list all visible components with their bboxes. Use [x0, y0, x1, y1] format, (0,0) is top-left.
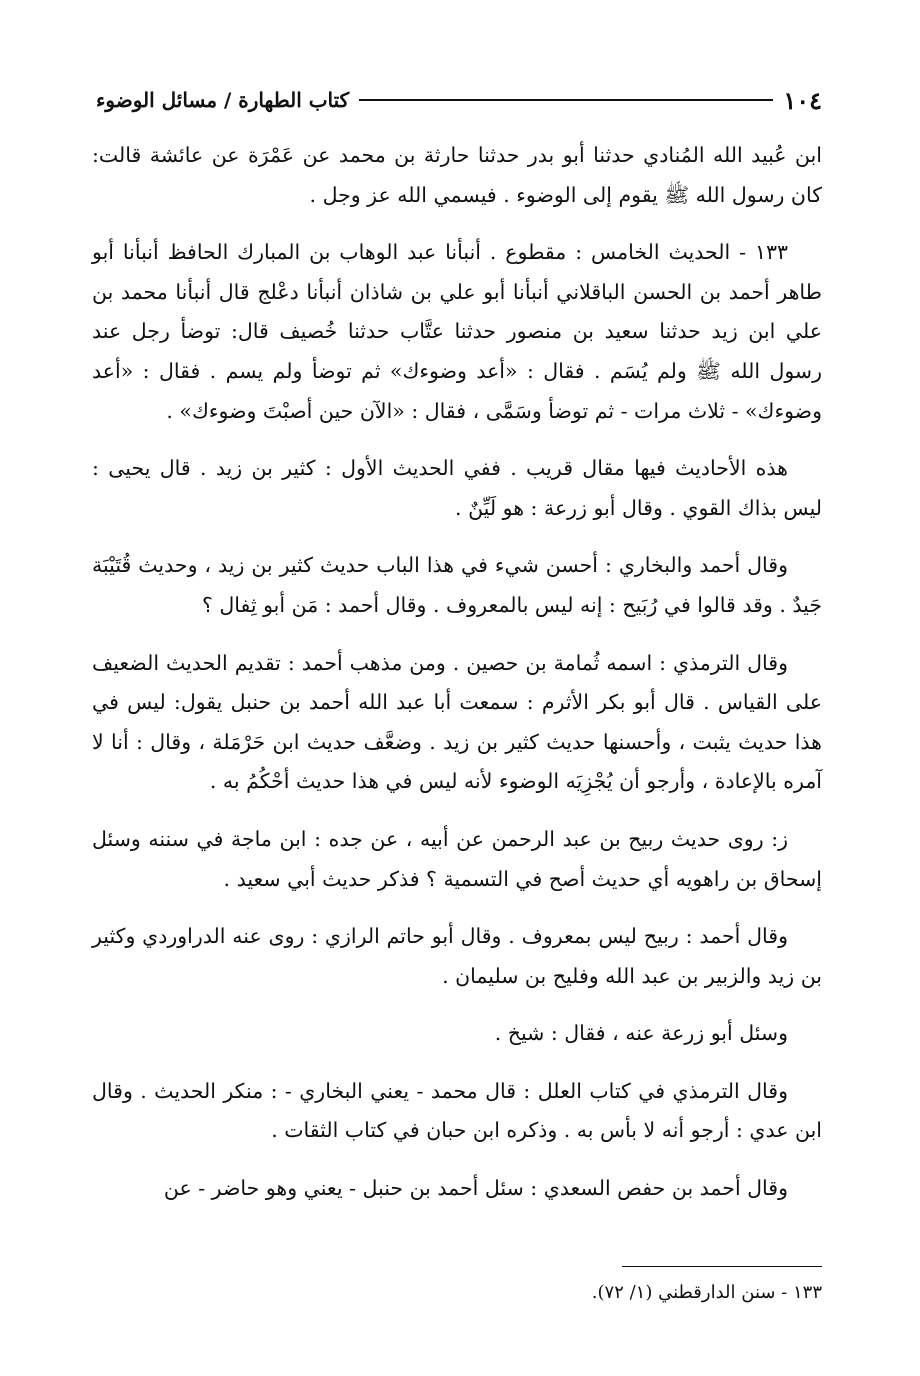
page-header	[96, 84, 822, 116]
footnote-rule	[622, 1266, 822, 1267]
paragraph-ilal: وقال الترمذي في كتاب العلل : قال محمد - يعني البخاري - : منكر الحديث . وقال ابن عدي : أرجو أنه لا بأس به . وذكره ابن حبان في كتاب الثقات .	[92, 1078, 822, 1143]
page-number: ١٠٤	[783, 85, 822, 115]
paragraph-ahmad-bukhari: وقال أحمد والبخاري : أحسن شيء في هذا الباب حديث كثير بن زيد ، وحديث قُتَيْبَة جَيدٌ . وقد قالوا في رُبَيح : إنه ليس بالمعروف . وقال أحمد : مَن أبو ثِفال ؟	[92, 553, 822, 617]
paragraph-commentary: هذه الأحاديث فيها مقال قريب . ففي الحديث الأول : كثير بن زيد . قال يحيى : ليس بذاك القوي . وقال أبو زرعة : هو لَيِّنٌ .	[92, 456, 822, 520]
paragraph-hadith-133: ١٣٣ - الحديث الخامس : مقطوع . أنبأنا عبد الوهاب بن المبارك الحافظ أنبأنا أبو طاهر أحمد بن الحسن الباقلاني أنبأنا أبو علي بن شاذان أنبأنا دعْلج قال أنبأنا محمد بن علي ابن زيد حدثنا سعيد بن منصور حدثنا عتَّاب حدثنا خُصيف قال: توضأ رجل عند رسول الله ﷺ ولم يُسَم . فقال : «أعد وضوءك» ثم توضأ ولم يسم . فقال : «أعد وضوءك» - ثلاث مرات - ثم توضأ وسَمَّى ، فقال : «الآن حين أصبْتَ وضوءك» .	[92, 240, 822, 423]
paragraph-addition: ز: روى حديث ربيح بن عبد الرحمن عن أبيه ، عن جده : ابن ماجة في سننه وسئل إسحاق بن راهويه أي حديث أصح في التسمية ؟ فذكر حديث أبي سعيد .	[92, 826, 822, 891]
header-rule	[359, 99, 773, 101]
paragraph-continuation: ابن عُبيد الله المُنادي حدثنا أبو بدر حدثنا حارثة بن محمد عن عَمْرَة عن عائشة قالت: كان رسول الله ﷺ يقوم إلى الوضوء . فيسمي الله عز وجل .	[92, 143, 822, 207]
footnote: ١٣٣ - سنن الدارقطني (١/ ٧٢).	[591, 1282, 822, 1303]
running-title: كتاب الطهارة / مسائل الوضوء	[96, 88, 350, 112]
paragraph-tirmidhi: وقال الترمذي : اسمه ثُمامة بن حصين . ومن مذهب أحمد : تقديم الحديث الضعيف على القياس . قال أبو بكر الأثرم : سمعت أبا عبد الله أحمد بن حنبل يقول: ليس في هذا حديث يثبت ، وأحسنها حديث كثير بن زيد . وضعَّف حديث ابن حَرْمَلة ، وقال : أنا لا آمره بالإعادة ، وأرجو أن يُجْزِيَه الوضوء لأنه ليس في هذا حديث أحْكُمُ به .	[92, 650, 822, 794]
paragraph-saadi: وقال أحمد بن حفص السعدي : سئل أحمد بن حنبل - يعني وهو حاضر - عن	[163, 1176, 788, 1201]
paragraph-ahmad-rubayh: وقال أحمد : ربيح ليس بمعروف . وقال أبو حاتم الرازي : روى عنه الدراوردي وكثير بن زيد والزبير بن عبد الله وفليح بن سليمان .	[92, 924, 822, 988]
paragraph-abu-zurah: وسئل أبو زرعة عنه ، فقال : شيخ .	[494, 1021, 788, 1046]
main-text	[92, 136, 822, 1227]
